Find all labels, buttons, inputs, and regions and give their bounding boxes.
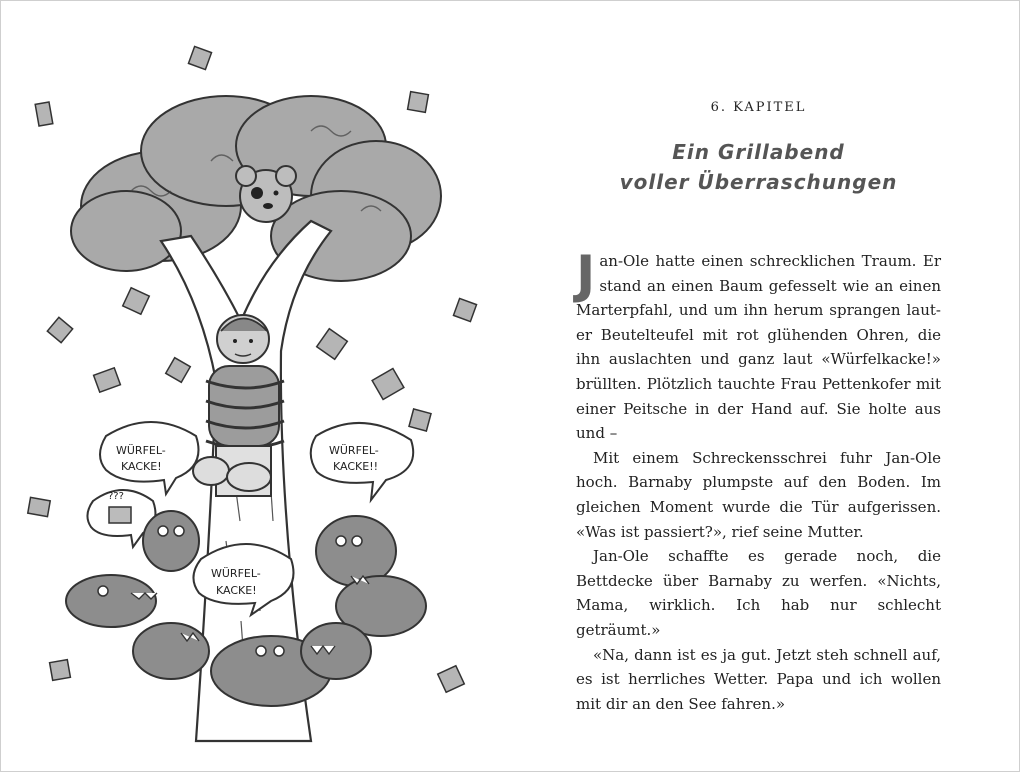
speech-bubble-right	[311, 423, 413, 500]
bubble-left-line2: KACKE!	[121, 460, 162, 473]
bubble-right-line2: KACKE!!	[333, 460, 379, 473]
paragraph-3: Jan-Ole schaffte es gerade noch, die Bettdecke über Barnaby zu werfen. «Nichts, Mama, wirklich. Ich hab nur schlecht geträumt.»	[576, 547, 941, 639]
chapter-label: 6. KAPITEL	[710, 100, 807, 115]
text-page	[576, 97, 941, 716]
paragraph-4: «Na, dann ist es ja gut. Jetzt steh schnell auf, es ist herrliches Wetter. Papa und ich wollen mit dir an den See fahren.»	[576, 645, 941, 713]
chapter-title-line2: voller Überraschungen	[619, 170, 898, 194]
bubble-question-marks: ???	[108, 491, 124, 502]
bubble-right-line1: WÜRFEL-	[329, 444, 379, 457]
drop-cap: J	[576, 245, 596, 305]
tree-illustration	[11, 21, 491, 761]
paragraph-2: Mit einem Schreckensschrei fuhr Jan-Ole hoch. Barnaby plumpste auf den Boden. Im gleichen Moment wurde die Tür aufgerissen. «Was ist passiert?», rief seine Mutter.	[576, 448, 941, 541]
chapter-title-line1: Ein Grillabend	[672, 140, 845, 164]
bubble-center-line1: WÜRFEL-	[211, 567, 261, 580]
bubble-center-line2: KACKE!	[216, 584, 257, 597]
chapter-title	[576, 137, 941, 197]
speech-bubble-left	[100, 422, 199, 494]
paragraph-1: Jan-Ole hatte einen schrecklichen Traum. Er stand an einen Baum gefesselt wie an einen Marterpfahl, und um ihn herum sprangen lauter Beutelteufel mit rot glühenden Ohren, die ihn auslachten und ganz laut «Würfelkacke!» brüllten. Plötzlich tauchte Frau Pettenkofer mit einer Peitsche in der Hand auf. Sie holte aus und –	[576, 245, 941, 443]
chapter-body	[576, 245, 941, 716]
bubble-left-line1: WÜRFEL-	[116, 444, 166, 457]
